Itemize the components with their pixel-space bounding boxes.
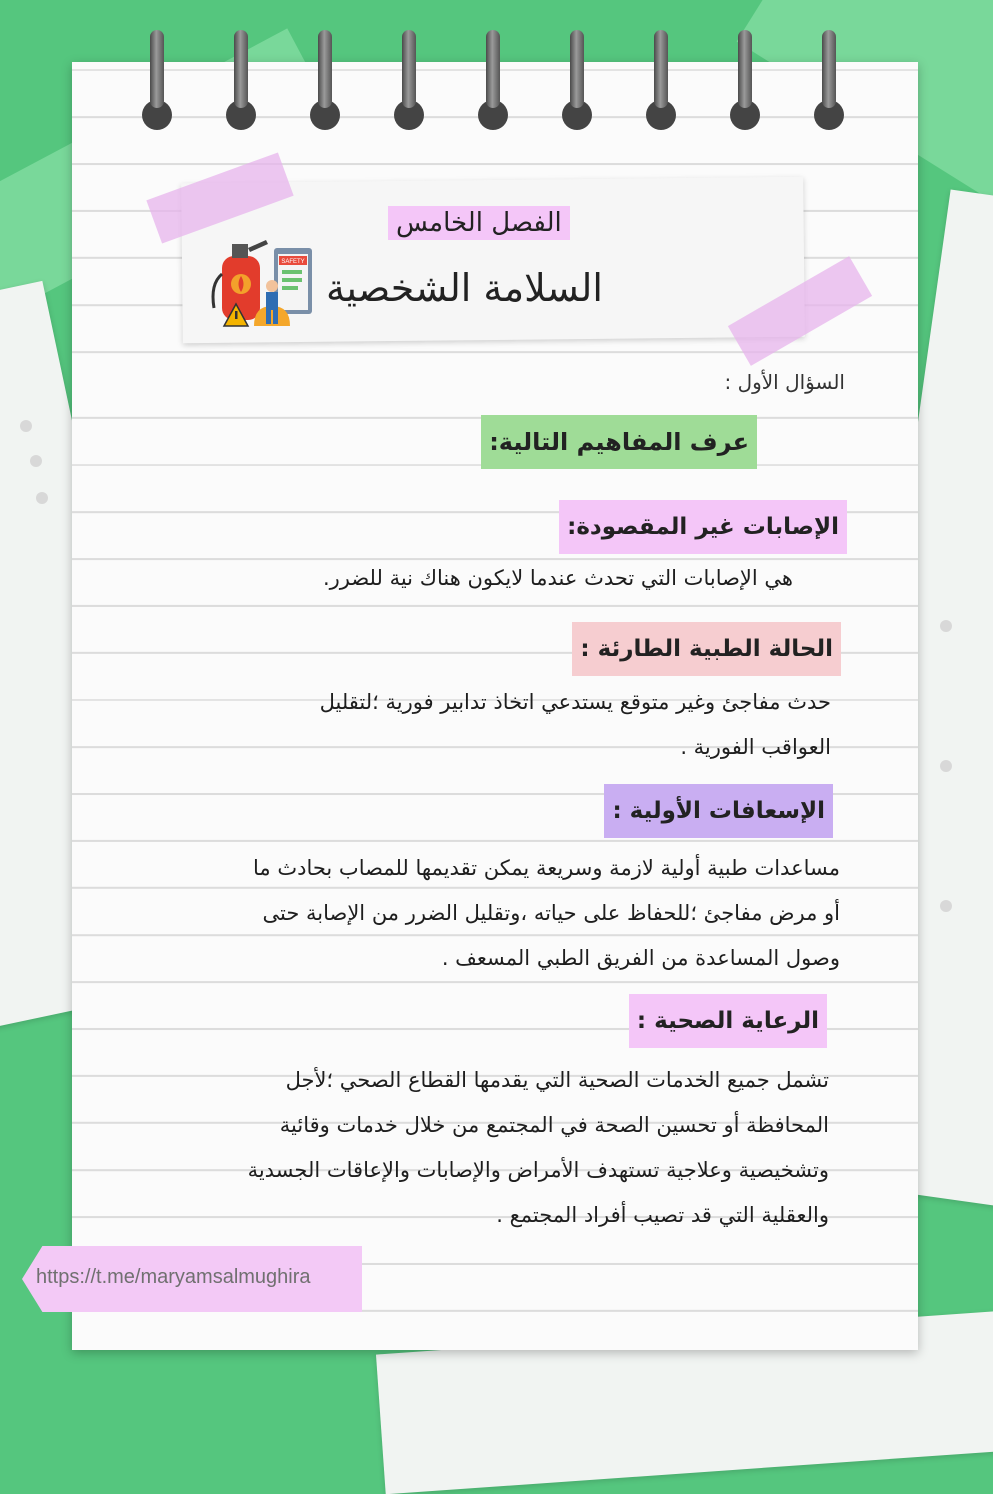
ring <box>234 30 248 108</box>
definition-unintentional-injuries <box>323 556 793 601</box>
term-medical-emergency: الحالة الطبية الطارئة : <box>572 622 841 676</box>
definition-line: والعقلية التي قد تصيب أفراد المجتمع . <box>496 1203 829 1227</box>
ring <box>654 30 668 108</box>
ring <box>486 30 500 108</box>
definition-line: العواقب الفورية . <box>680 735 831 759</box>
definition-line: وتشخيصية وعلاجية تستهدف الأمراض والإصابات والإعاقات الجسدية <box>247 1158 829 1182</box>
safety-illustration <box>208 234 318 329</box>
binder-dot <box>36 492 48 504</box>
ring <box>402 30 416 108</box>
definition-line: مساعدات طبية أولية لازمة وسريعة يمكن تقديمها للمصاب بحادث ما <box>253 856 840 880</box>
binder-dot <box>20 420 32 432</box>
telegram-link[interactable]: https://t.me/maryamsalmughira <box>36 1266 311 1288</box>
definition-health-care <box>248 1058 829 1238</box>
definition-line: المحافظة أو تحسين الصحة في المجتمع من خلال خدمات وقائية <box>279 1113 829 1137</box>
term-unintentional-injuries: الإصابات غير المقصودة: <box>559 500 847 554</box>
fire-extinguisher-icon <box>213 240 268 320</box>
binder-dot <box>30 455 42 467</box>
term-first-aid: الإسعافات الأولية : <box>604 784 833 838</box>
question-label: السؤال الأول : <box>724 370 845 394</box>
binder-dot <box>940 760 952 772</box>
definition-line: أو مرض مفاجئ ؛للحفاظ على حياته ،وتقليل الضرر من الإصابة حتى <box>262 901 840 925</box>
ring <box>318 30 332 108</box>
definition-line: تشمل جميع الخدمات الصحية التي يقدمها القطاع الصحي ؛لأجل <box>285 1068 829 1092</box>
binder-dot <box>940 620 952 632</box>
definition-line: حدث مفاجئ وغير متوقع يستدعي اتخاذ تدابير فورية ؛لتقليل <box>319 690 831 714</box>
definition-line: وصول المساعدة من الفريق الطبي المسعف . <box>441 946 840 970</box>
definition-medical-emergency <box>320 680 831 770</box>
definition-first-aid <box>253 846 840 981</box>
safety-sign-text: SAFETY <box>281 259 305 265</box>
ring <box>570 30 584 108</box>
ring <box>738 30 752 108</box>
ring <box>150 30 164 108</box>
chapter-title: السلامة الشخصية <box>326 266 603 310</box>
chapter-label: الفصل الخامس <box>388 206 570 240</box>
task-heading: عرف المفاهيم التالية: <box>481 415 757 469</box>
ring <box>822 30 836 108</box>
clipboard-icon <box>274 248 312 314</box>
binder-dot <box>940 900 952 912</box>
term-health-care: الرعاية الصحية : <box>629 994 827 1048</box>
definition-line: هي الإصابات التي تحدث عندما لايكون هناك نية للضرر. <box>322 566 793 590</box>
